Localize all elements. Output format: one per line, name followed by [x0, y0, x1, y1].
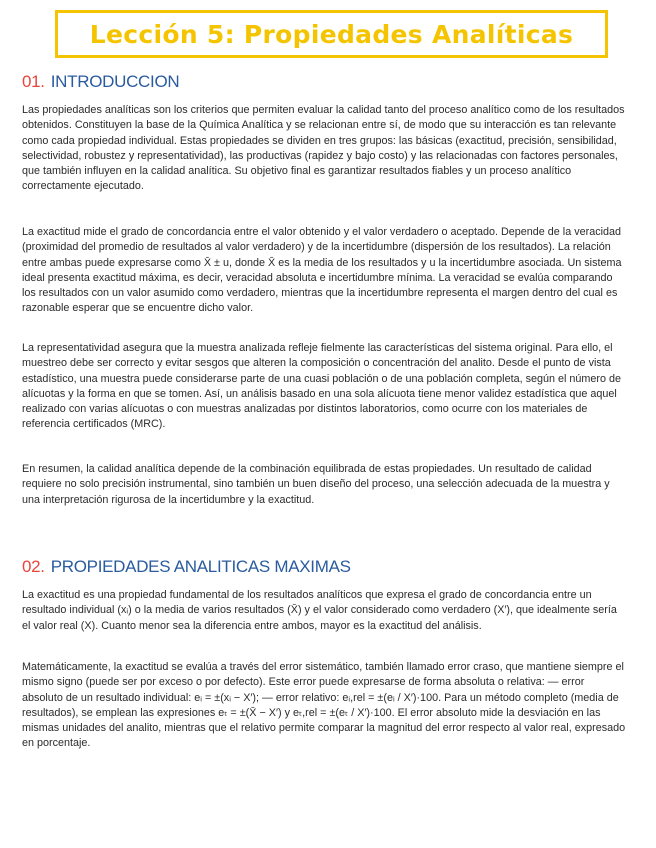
paragraph: En resumen, la calidad analítica depende de la combinación equilibrada de estas propiedades. Un resultado de calidad requiere no solo precisión instrumental, sino también un buen diseño del proceso, una selección adecuada de la muestra y una interpretación rigurosa de la incertidumbre y la exactitud.: [22, 463, 610, 506]
section-number: 01.: [22, 72, 45, 91]
section-heading-propiedades: [22, 557, 351, 577]
section-title: INTRODUCCION: [50, 72, 180, 91]
paragraph: La exactitud mide el grado de concordancia entre el valor obtenido y el valor verdadero o aceptado. Depende de la veracidad (proximidad del promedio de resultados al valor verdadero) y de la incertidumbre (dispersión de los resultados). La relación entre ambas puede expresarse como X̄ ± u, donde X̄ es la media de los resultados y u la incertidumbre asociada. Un sistema ideal presenta exactitud máxima, es decir, veracidad absoluta e incertidumbre mínima. La veracidad se evalúa comparando los resultados con un valor asumido como verdadero, mientras que la incertidumbre representa el margen dentro del cual es razonable esperar que se encuentre dicho valor.: [22, 226, 622, 315]
title-box: [55, 10, 608, 58]
paragraph: La representatividad asegura que la muestra analizada refleje fielmente las características del sistema original. Para ello, el muestreo debe ser correcto y evitar sesgos que alteren la composición o concentración del analito. Desde el punto de vista estadístico, una muestra puede considerarse parte de una cuasi población o de una población completa, según el número de alícuotas y la forma en que se tomen. Así, un análisis basado en una sola alícuota tiene menor validez estadística que aquel realizado con varias alícuotas o con muestras analizadas por distintos laboratorios, como ocurre con los materiales de referencia certificados (MRC).: [22, 342, 622, 431]
page-title: Lección 5: Propiedades Analíticas: [89, 19, 574, 49]
section-title: PROPIEDADES ANALITICAS MAXIMAS: [50, 557, 351, 576]
paragraph: Matemáticamente, la exactitud se evalúa a través del error sistemático, también llamado error craso, que mantiene siempre el mismo signo (puede ser por exceso o por defecto). Este error puede expresarse de forma absoluta o relativa: — error absoluto de un resultado individual: eᵢ = ±(xᵢ − X′); — error relativo: eᵢ,rel = ±(eᵢ / X′)·100. Para un método completo (media de resultados), se emplean las expresiones eₜ = ±(X̄ − X′) y eₜ,rel = ±(eₜ / X′)·100. El error absoluto mide la desviación en las mismas unidades del analito, mientras que el relativo permite comparar la magnitud del error respecto al valor real, expresado en porcentaje.: [22, 661, 626, 750]
paragraph: La exactitud es una propiedad fundamental de los resultados analíticos que expresa el grado de concordancia entre un resultado individual (xᵢ) o la media de varios resultados (X̄) y el valor considerado como verdadero (X′), que idealmente sería el valor real (X). Cuanto menor sea la diferencia entre ambos, mayor es la exactitud del análisis.: [22, 589, 617, 632]
section-number: 02.: [22, 557, 45, 576]
paragraph: Las propiedades analíticas son los criterios que permiten evaluar la calidad tanto del proceso analítico como de los resultados obtenidos. Constituyen la base de la Química Analítica y se relacionan entre sí, de modo que su interacción es tan relevante como cada propiedad individual. Estas propiedades se dividen en tres grupos: las básicas (exactitud, precisión, sensibilidad, selectividad, robustez y representatividad), las productivas (rapidez y bajo costo) y las relacionadas con factores personales, que también influyen en la calidad analítica. Su objetivo final es garantizar resultados fiables y un proceso analítico correctamente ejecutado.: [22, 104, 625, 193]
section-heading-introduccion: [22, 72, 179, 92]
